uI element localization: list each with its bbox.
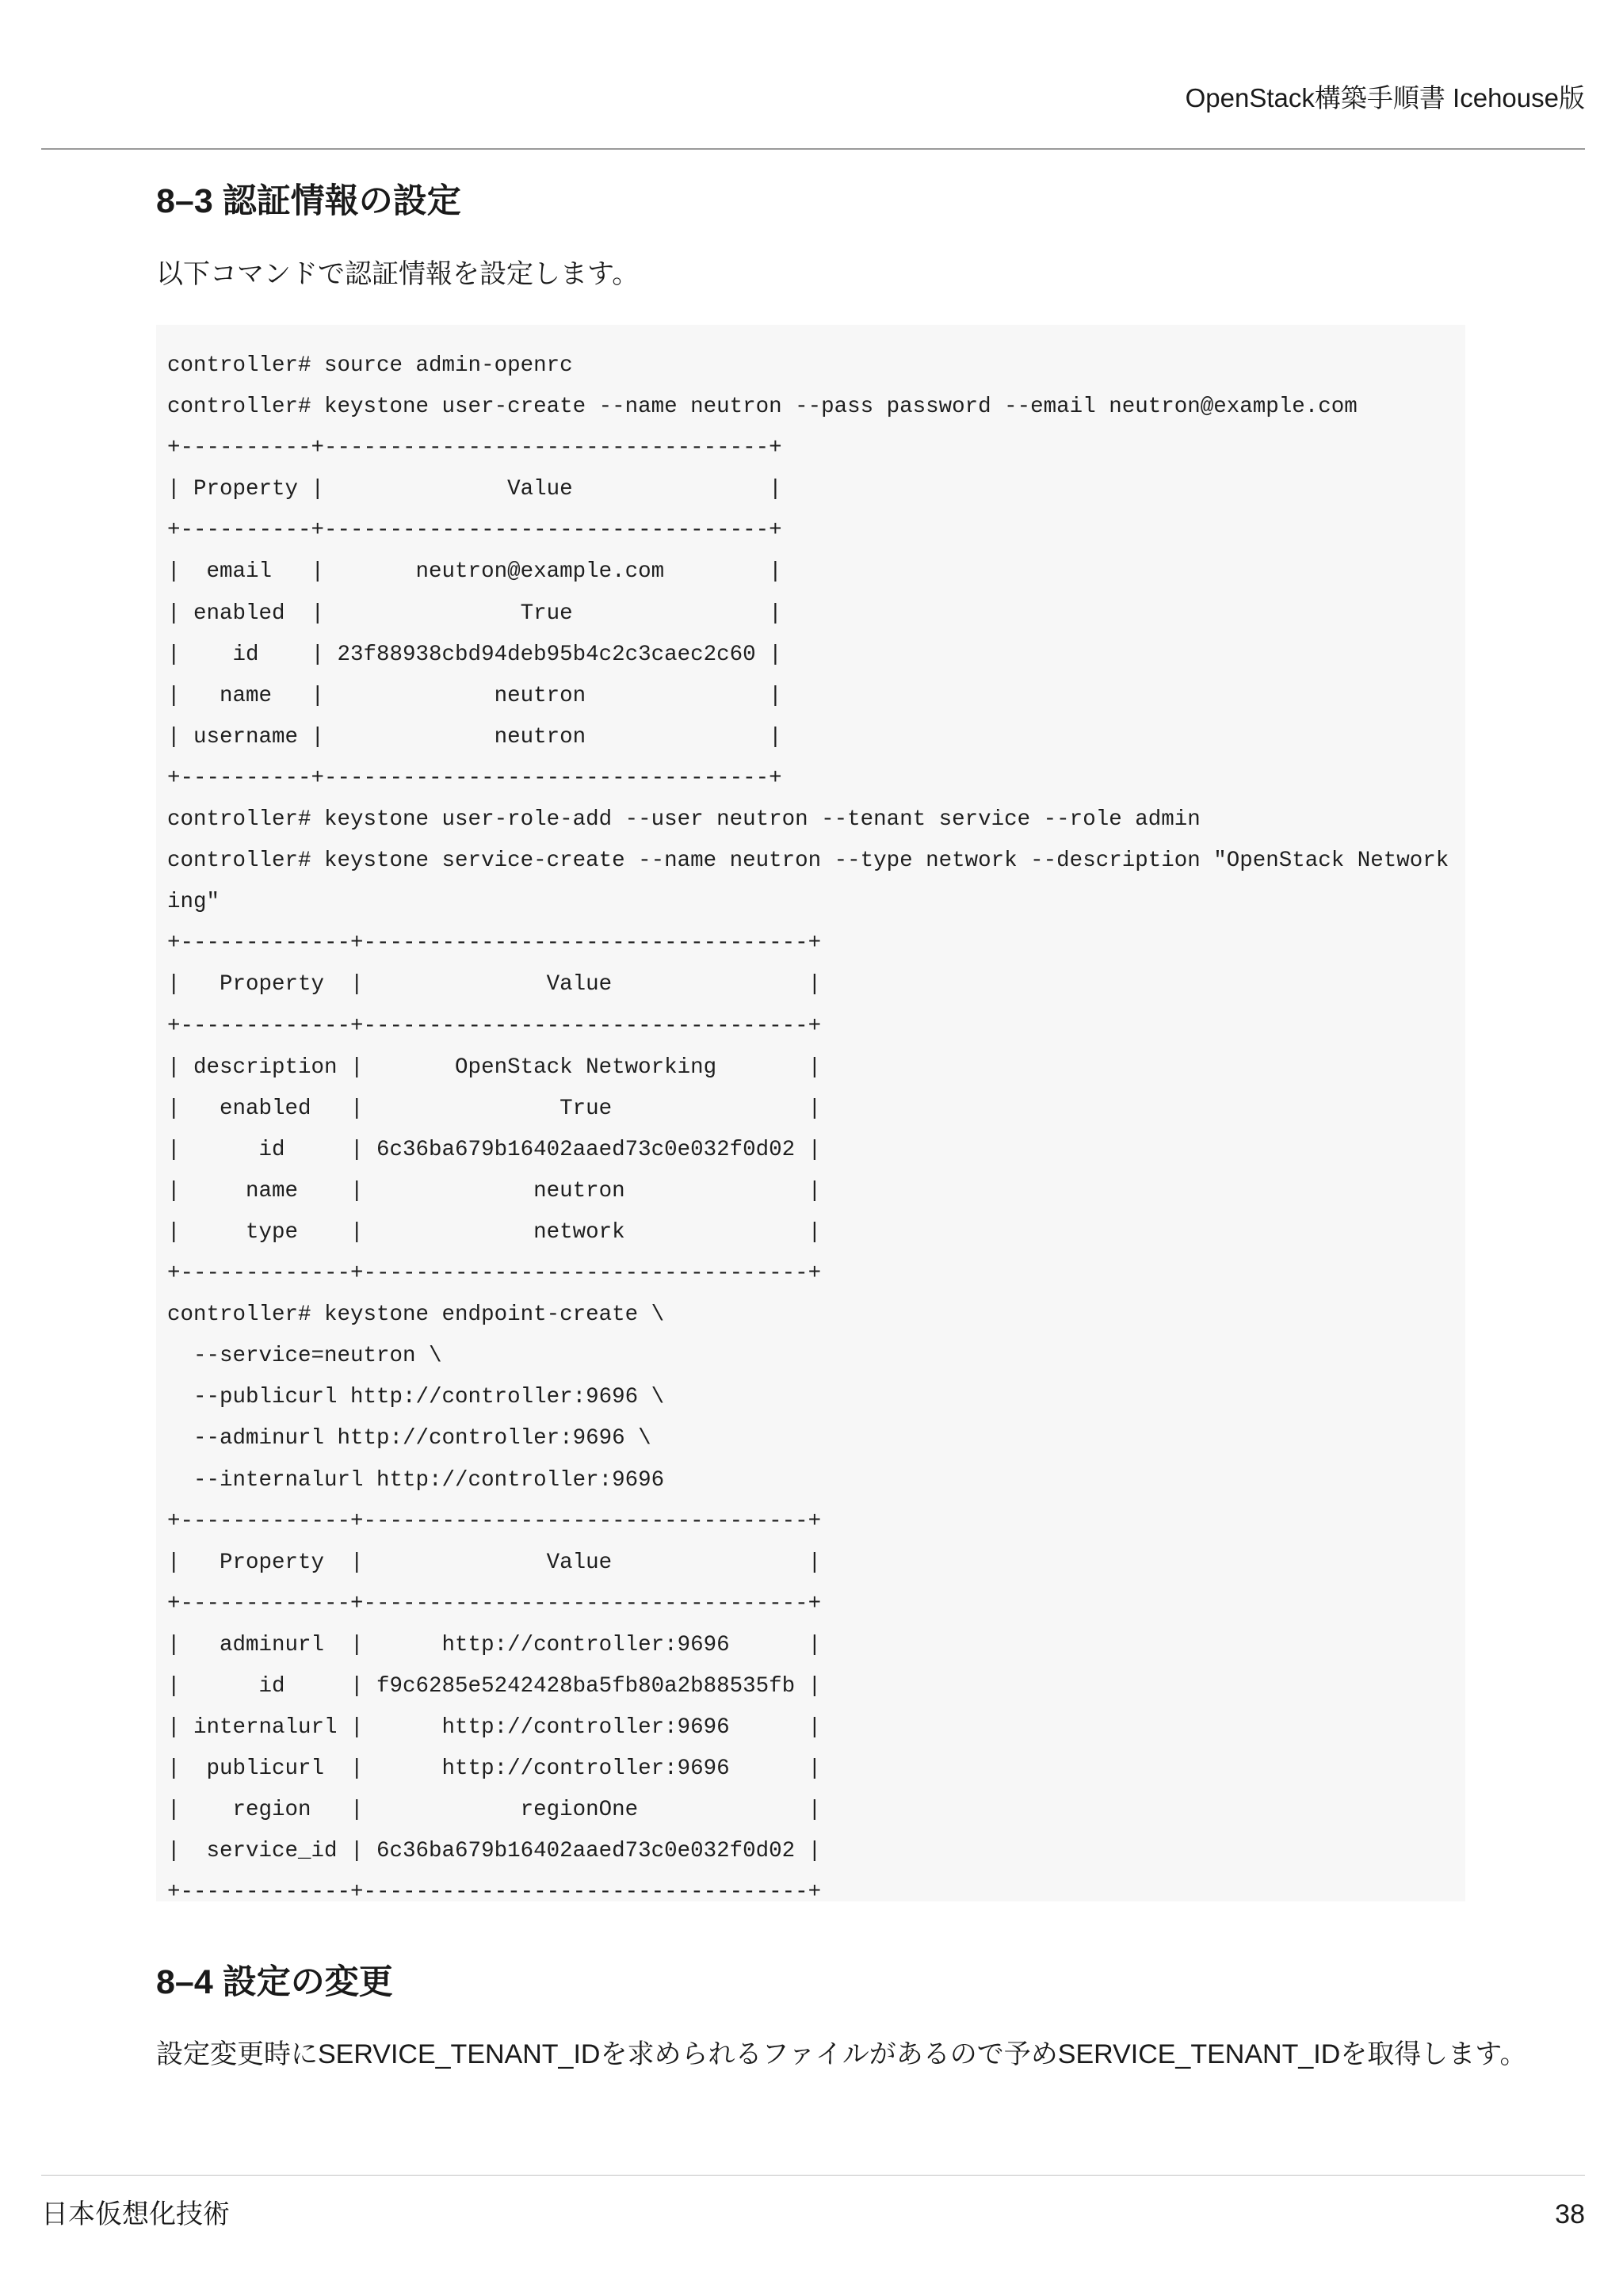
code-line: +-------------+----------------------------------+ bbox=[167, 1591, 822, 1616]
code-line: controller# keystone endpoint-create \ bbox=[167, 1302, 665, 1328]
code-line: --internalurl http://controller:9696 bbox=[167, 1467, 665, 1493]
code-line: | id | 23f88938cbd94deb95b4c2c3caec2c60 | bbox=[167, 642, 782, 667]
code-line: +-------------+----------------------------------+ bbox=[167, 1508, 822, 1534]
code-line: | Property | Value | bbox=[167, 477, 782, 502]
code-line: +-------------+----------------------------------+ bbox=[167, 1261, 822, 1287]
page-number: 38 bbox=[1555, 2199, 1585, 2229]
code-line: | email | neutron@example.com | bbox=[167, 559, 782, 585]
code-line: | Property | Value | bbox=[167, 1550, 822, 1575]
code-line: controller# keystone user-role-add --user neutron --tenant service --role admin bbox=[167, 807, 1201, 833]
section-heading-8-3: 8–3 認証情報の設定 bbox=[156, 182, 461, 220]
footer-divider bbox=[41, 2175, 1585, 2176]
code-line: controller# source admin-openrc bbox=[167, 353, 573, 378]
footer-company: 日本仮想化技術 bbox=[41, 2199, 230, 2229]
code-line: | username | neutron | bbox=[167, 724, 782, 749]
code-line: +----------+----------------------------------+ bbox=[167, 518, 782, 543]
code-line: | name | neutron | bbox=[167, 683, 782, 708]
code-line: | enabled | True | bbox=[167, 1096, 822, 1121]
code-line: +-------------+----------------------------------+ bbox=[167, 931, 822, 956]
section-intro-8-4: 設定変更時にSERVICE_TENANT_IDを求められるファイルがあるので予めSERVICE_TENANT_IDを取得します。 bbox=[156, 2039, 1527, 2069]
code-line: | adminurl | http://controller:9696 | bbox=[167, 1632, 822, 1657]
code-line: controller# keystone user-create --name neutron --pass password --email neutron@example.com bbox=[167, 395, 1358, 420]
code-block bbox=[156, 325, 1465, 1905]
code-line: ing" bbox=[167, 890, 220, 915]
code-line: --adminurl http://controller:9696 \ bbox=[167, 1426, 651, 1451]
code-line: +-------------+----------------------------------+ bbox=[167, 1013, 822, 1039]
code-line: | description | OpenStack Networking | bbox=[167, 1055, 822, 1080]
code-line: | internalurl | http://controller:9696 | bbox=[167, 1715, 822, 1741]
code-line: | publicurl | http://controller:9696 | bbox=[167, 1756, 822, 1782]
code-line: | enabled | True | bbox=[167, 601, 782, 626]
code-line: | Property | Value | bbox=[167, 972, 822, 997]
code-line: | service_id | 6c36ba679b16402aaed73c0e032f0d02 | bbox=[167, 1839, 822, 1864]
code-line: +----------+----------------------------------+ bbox=[167, 436, 782, 461]
code-line: | name | neutron | bbox=[167, 1178, 822, 1203]
section-heading-8-4: 8–4 設定の変更 bbox=[156, 1963, 393, 2001]
code-line: | id | f9c6285e5242428ba5fb80a2b88535fb | bbox=[167, 1674, 822, 1699]
header-divider bbox=[41, 148, 1585, 150]
code-line: --service=neutron \ bbox=[167, 1344, 442, 1369]
section-intro-8-3: 以下コマンドで認証情報を設定します。 bbox=[156, 259, 640, 289]
code-line: --publicurl http://controller:9696 \ bbox=[167, 1385, 665, 1410]
code-line: | region | regionOne | bbox=[167, 1798, 822, 1823]
code-line: +-------------+----------------------------------+ bbox=[167, 1880, 822, 1905]
code-line: +----------+----------------------------------+ bbox=[167, 765, 782, 791]
code-line: | id | 6c36ba679b16402aaed73c0e032f0d02 | bbox=[167, 1137, 822, 1162]
page-header-title: OpenStack構築手順書 Icehouse版 bbox=[1185, 83, 1585, 113]
code-line: | type | network | bbox=[167, 1219, 822, 1245]
code-line: controller# keystone service-create --name neutron --type network --description "OpenStack Network bbox=[167, 849, 1449, 874]
